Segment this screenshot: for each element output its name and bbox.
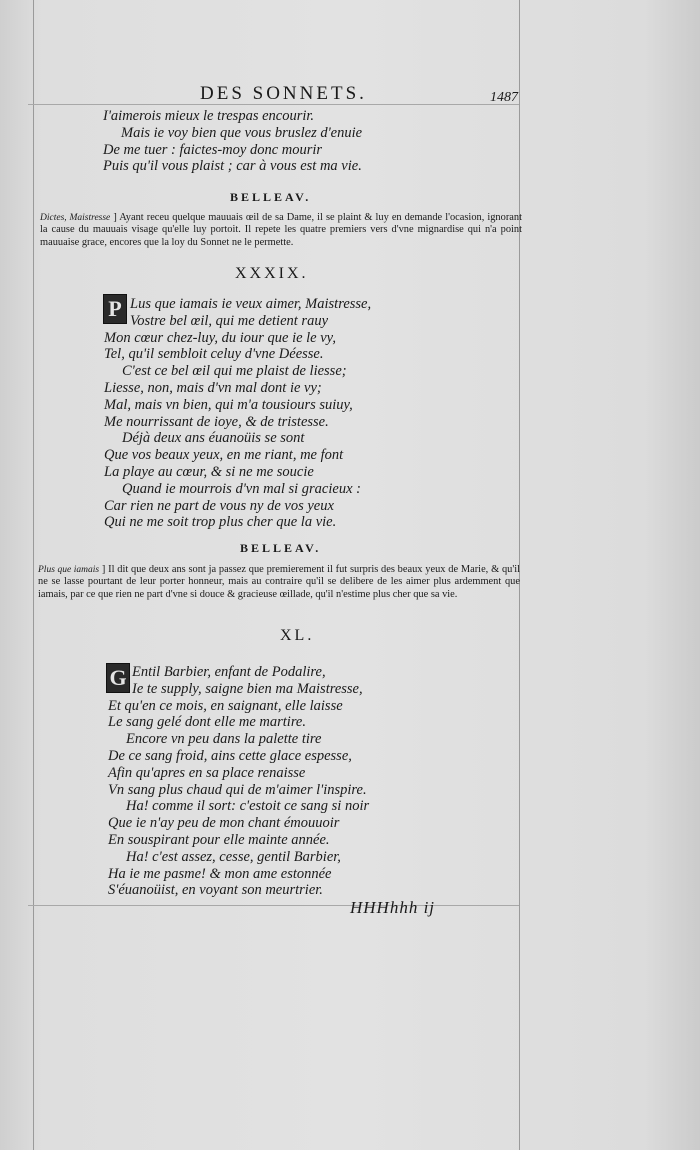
commentary-lemma: Plus que iamais — [38, 565, 100, 575]
verse-line: Ha! c'est assez, cesse, gentil Barbier, — [126, 848, 341, 865]
page-number: 1487 — [490, 90, 518, 105]
verse-line: Afin qu'apres en sa place renaisse — [108, 764, 306, 781]
verse-line: Vn sang plus chaud qui de m'aimer l'inspire. — [108, 781, 367, 798]
verse-line: Mais ie voy bien que vous bruslez d'enuie — [121, 124, 363, 141]
drop-cap: P — [103, 294, 127, 324]
verse-line: Mon cœur chez-luy, du iour que ie le vy, — [104, 329, 336, 346]
signature-mark: HHHhhh ij — [350, 898, 436, 917]
verse-line: Qui ne me soit trop plus cher que la vie. — [104, 514, 337, 531]
verse-line: Liesse, non, mais d'vn mal dont ie vy; — [104, 379, 322, 396]
verse-line: Et qu'en ce mois, en saignant, elle laisse — [108, 697, 343, 714]
verse-line: Entil Barbier, enfant de Podalire, — [132, 664, 326, 680]
verse-line: Que vos beaux yeux, en me riant, me font — [104, 447, 344, 464]
verse-line: Tel, qu'il sembloit celuy d'vne Déesse. — [104, 346, 324, 363]
verse-line: De ce sang froid, ains cette glace espesse, — [108, 747, 352, 764]
sonnet-number: XL. — [280, 627, 315, 644]
top-verse — [103, 108, 362, 175]
verse-line: Mal, mais vn bien, qui m'a tousiours suiuy, — [104, 396, 353, 413]
verse-line: Quand ie mourrois d'vn mal si gracieux : — [122, 480, 361, 497]
verse-line: Ha! comme il sort: c'estoit ce sang si noir — [126, 798, 370, 815]
verse-line: Me nourrissant de ioye, & de tristesse. — [104, 413, 329, 430]
verse-line: Que ie n'ay peu de mon chant émouuoir — [108, 815, 340, 832]
verse-line: De me tuer : faictes-moy donc mourir — [103, 141, 323, 158]
sonnet-verse — [104, 296, 371, 531]
commentary-text: ] Il dit que deux ans sont ja passez que premierement il fut surpris des beaux yeux de Marie, & qu'il ne se lasse pourtant de leur porter honneur, mais au contraire qu'il se delibere de les aimer plus ardemment que iamais, par ce que rien ne part d'vne si douce & gracieuse œillade, qu'il n'estime plus cher que sa vie. — [38, 564, 520, 600]
verse-line: C'est ce bel œil qui me plaist de liesse; — [122, 363, 347, 380]
verse-line: En souspirant pour elle mainte année. — [108, 831, 330, 848]
verse-line: Car rien ne part de vous ny de vos yeux — [104, 497, 334, 514]
verse-line: Puis qu'il vous plaist ; car à vous est ma vie. — [103, 158, 362, 175]
verse-line: S'éuanoüist, en voyant son meurtrier. — [108, 882, 323, 899]
verse-line: Le sang gelé dont elle me martire. — [108, 714, 306, 731]
running-title: DES SONNETS. — [200, 83, 367, 104]
verse-line: I'aimerois mieux le trespas encourir. — [103, 108, 315, 124]
verse-line: Lus que iamais ie veux aimer, Maistresse, — [130, 296, 372, 312]
commentary-author: BELLEAV. — [240, 541, 322, 555]
commentary-block — [38, 564, 520, 601]
sonnet-number: XXXIX. — [235, 265, 309, 282]
frame-rule-left — [33, 0, 34, 1150]
commentary-author: BELLEAV. — [230, 190, 312, 204]
sonnet-verse — [108, 664, 369, 899]
verse-line: Vostre bel œil, qui me detient rauy — [130, 312, 329, 329]
commentary-text: ] Ayant receu quelque mauuais œil de sa Dame, il se plaint & luy en demande l'ocasion, ignorant la cause du mauuais visage qu'elle luy portoit. Il repete les quatre premiers vers d'vne mignardise qui n'a point mauuaise grace, encores que la loy du Sonnet ne le permette. — [40, 212, 522, 248]
verse-line: La playe au cœur, & si ne me soucie — [104, 463, 314, 480]
drop-cap: G — [106, 663, 130, 693]
commentary-lemma: Dictes, Maistresse — [40, 213, 111, 223]
verse-line: Encore vn peu dans la palette tire — [126, 731, 322, 748]
footer-rule — [28, 905, 519, 906]
verse-line: Déjà deux ans éuanoüis se sont — [122, 430, 305, 447]
verse-line: Ha ie me pasme! & mon ame estonnée — [108, 865, 332, 882]
verse-line: Ie te supply, saigne bien ma Maistresse, — [132, 680, 363, 697]
commentary-block — [40, 212, 522, 249]
